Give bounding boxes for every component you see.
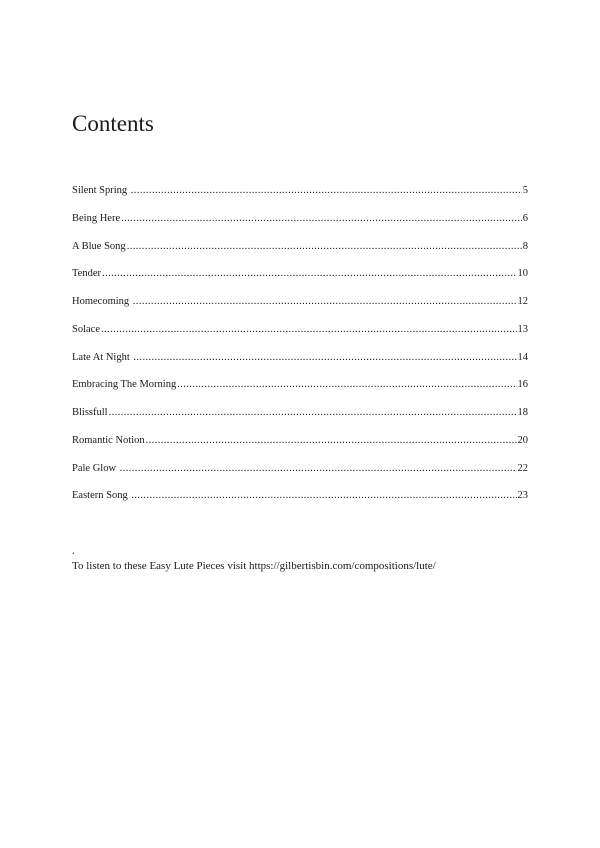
toc-entry-title: A Blue Song [72,240,126,252]
toc-entry-page: 20 [517,434,528,446]
toc-entry-page: 10 [517,268,528,280]
toc-entry[interactable] [72,434,528,462]
toc-entry-page: 5 [522,185,528,196]
toc-dot-leader [133,295,517,309]
toc-entry-title: Silent Spring [72,185,130,196]
toc-entry-page: 6 [522,212,528,224]
toc-entry-page: 23 [517,490,528,502]
toc-entry[interactable] [72,378,528,406]
toc-dot-leader [133,351,516,365]
toc-entry[interactable] [72,267,528,295]
toc-entry-title: Blissfull [72,407,108,418]
toc-entry-title: Romantic Notion [72,434,145,446]
toc-entry-page: 13 [517,323,528,335]
toc-entry-title: Eastern Song [72,490,131,502]
toc-dot-leader [131,184,522,198]
toc-entry-page: 12 [517,296,528,307]
toc-entry[interactable] [72,212,528,240]
toc-entry-title: Being Here [72,212,121,224]
toc-entry-title: Tender [72,268,101,280]
toc-dot-leader [131,489,516,503]
toc-entry-page: 16 [517,379,528,391]
toc-entry[interactable] [72,295,528,323]
toc-entry[interactable] [72,323,528,351]
toc-dot-leader [146,434,517,448]
toc-entry-title: Pale Glow [72,462,119,474]
toc-dot-leader [121,212,522,226]
toc-dot-leader [101,323,517,337]
toc-entry-page: 18 [517,407,528,418]
table-of-contents [72,184,528,517]
toc-entry[interactable] [72,406,528,434]
toc-entry-title: Homecoming [72,296,132,307]
toc-entry-page: 14 [517,351,528,363]
footnote-mark: . [72,545,75,557]
toc-entry[interactable] [72,351,528,379]
toc-entry-title: Solace [72,323,100,335]
toc-entry[interactable] [72,489,528,517]
toc-entry[interactable] [72,462,528,490]
toc-entry-page: 22 [517,462,528,474]
toc-dot-leader [120,462,517,476]
footnote-text: To listen to these Easy Lute Pieces visit https://gilbertisbin.com/compositions/lute/ [72,560,436,572]
toc-entry[interactable] [72,240,528,268]
toc-entry-page: 8 [522,240,528,252]
toc-entry[interactable] [72,184,528,212]
toc-dot-leader [177,378,516,392]
toc-dot-leader [109,406,517,420]
toc-dot-leader [102,267,517,281]
page-title: Contents [72,111,154,136]
toc-entry-title: Late At Night [72,351,133,363]
toc-entry-title: Embracing The Morning [72,379,177,391]
toc-dot-leader [127,240,522,254]
